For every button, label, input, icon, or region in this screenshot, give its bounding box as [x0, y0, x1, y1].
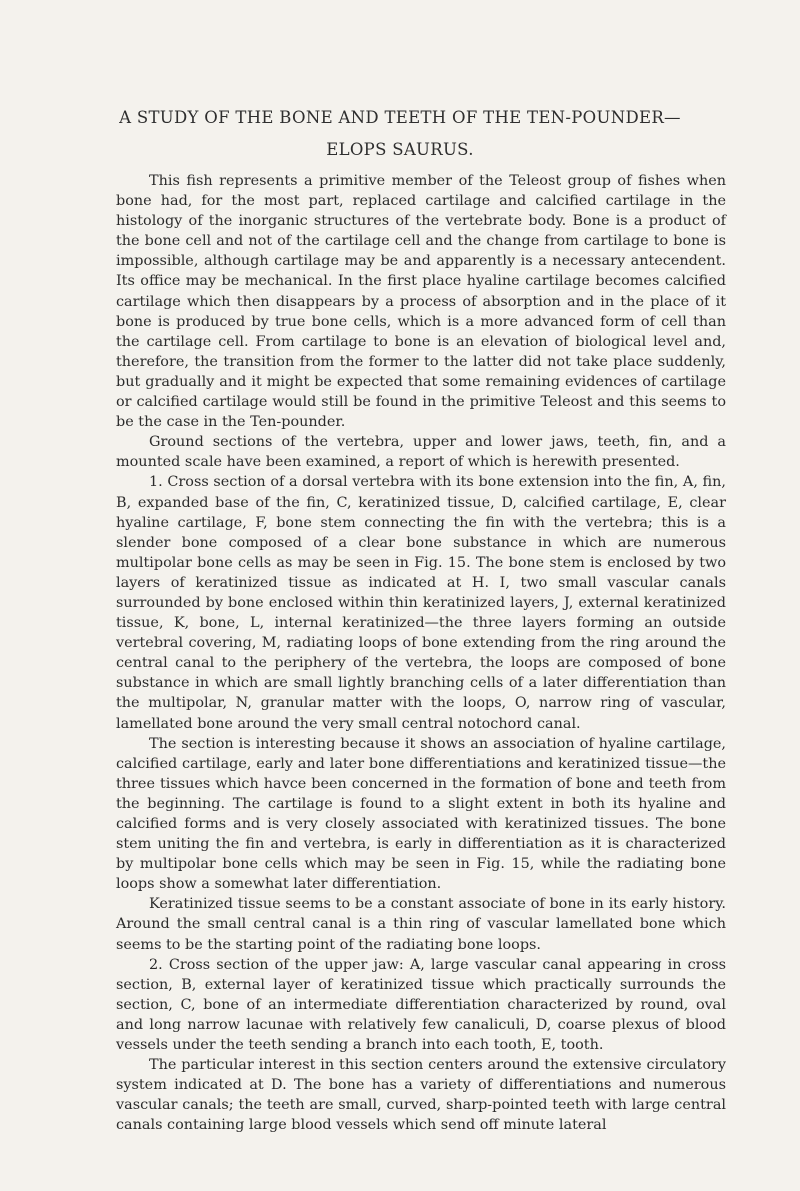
paragraph: This fish represents a primitive member of the Teleost group of fishes when bone had, for the most part, replaced cartilage and calcified cartilage in the histology of the inorganic structures of the vertebrate body. Bone is a product of the bone cell and not of the cartilage cell and the change from cartilage to bone is impossible, although cartilage may be and apparently is a necessary antecendent. Its office may be mechanical. In the first place hyaline cartilage becomes calcified cartilage which then disappears by a process of absorption and in the place of it bone is produced by true bone cells, which is a more advanced form of cell than the cartilage cell. From cartilage to bone is an elevation of biological level and, therefore, the transition from the former to the latter did not take place suddenly, but gradually and it might be expected that some remaining evidences of cartilage or calcified cartilage would still be found in the primitive Teleost and this seems to be the case in the Ten-pounder. [116, 173, 726, 431]
paragraph: Ground sections of the vertebra, upper and lower jaws, teeth, fin, and a mounted scale have been examined, a report of which is herewith presented. [116, 434, 726, 471]
paragraph: 2. Cross section of the upper jaw: A, large vascular canal appearing in cross section, B, external layer of keratinized tissue which practically surrounds the section, C, bone of an intermediate differentiation characterized by round, oval and long narrow lacunae with relatively few canaliculi, D, coarse plexus of blood vessels under the teeth sending a branch into each tooth, E, tooth. [116, 956, 726, 1054]
paragraph: The section is interesting because it shows an association of hyaline cartilage, calcified cartilage, early and later bone differentiations and keratinized tissue—the three tissues which havce been concerned in the formation of bone and teeth from the beginning. The cartilage is found to a slight extent in both its hyaline and calcified forms and is very closely associated with keratinized tissues. The bone stem uniting the fin and vertebra, is early in differentiation as it is characterized by multipolar bone cells which may be seen in Fig. 15, while the radiating bone loops show a somewhat later differentiation. [116, 735, 726, 893]
paragraph: The particular interest in this section centers around the extensive circulatory system indicated at D. The bone has a variety of differentiations and numerous vascular canals; the teeth are small, curved, sharp-pointed teeth with large central canals containing large blood vessels which send off minute lateral [116, 1057, 726, 1134]
page-title-line-2: ELOPS SAURUS. [326, 140, 474, 159]
page-title-line-1: A STUDY OF THE BONE AND TEETH OF THE TEN-POUNDER— [119, 108, 681, 127]
body-text [116, 171, 726, 1136]
paragraph: Keratinized tissue seems to be a constant associate of bone in its early history. Around the small central canal is a thin ring of vascular lamellated bone which seems to be the starting point of the radiating bone loops. [116, 896, 726, 953]
paragraph: 1. Cross section of a dorsal vertebra with its bone extension into the fin, A, fin, B, expanded base of the fin, C, keratinized tissue, D, calcified cartilage, E, clear hyaline cartilage, F, bone stem connecting the fin with the vertebra; this is a slender bone composed of a clear bone substance in which are numerous multipolar bone cells as may be seen in Fig. 15. The bone stem is enclosed by two layers of keratinized tissue as indicated at H. I, two small vascular canals surrounded by bone enclosed within thin keratinized layers, J, external keratinized tissue, K, bone, L, internal keratinized—the three layers forming an outside vertebral covering, M, radiating loops of bone extending from the ring around the central canal to the periphery of the vertebra, the loops are composed of bone substance in which are small lightly branching cells of a later differentiation than the multipolar, N, granular matter with the loops, O, narrow ring of vascular, lamellated bone around the very small central notochord canal. [116, 474, 726, 732]
